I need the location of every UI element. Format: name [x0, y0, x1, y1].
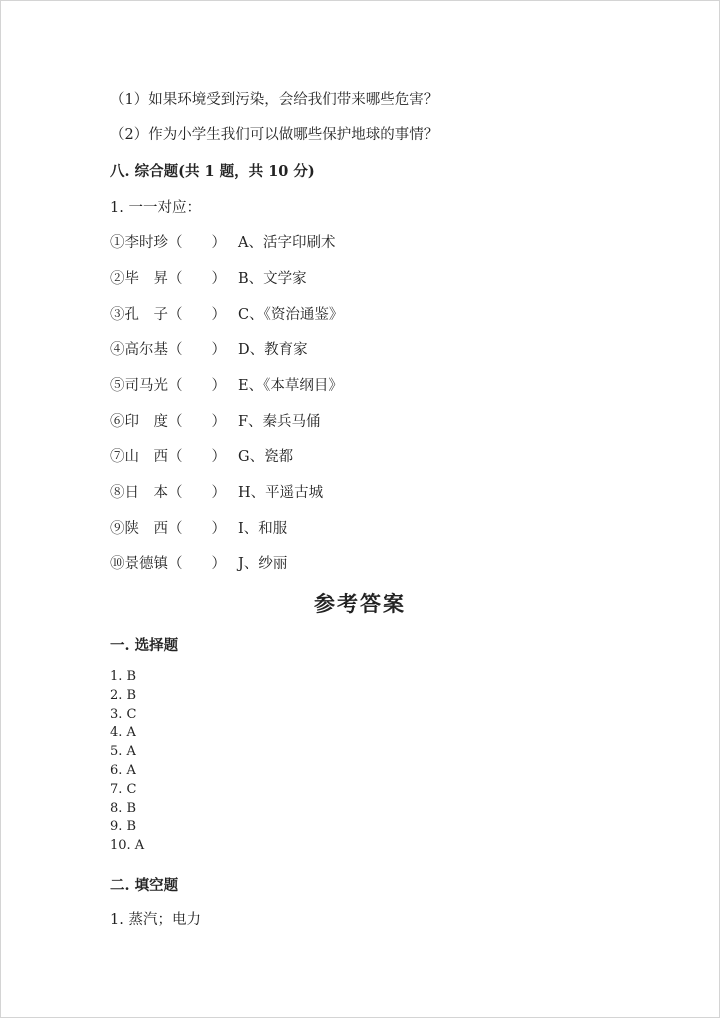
choice-answer: 10. A	[110, 838, 145, 854]
matching-right: D、教育家	[238, 342, 308, 358]
matching-row	[110, 517, 287, 538]
choice-answer: 5. A	[110, 744, 136, 760]
choice-answer: 3. C	[110, 706, 137, 722]
matching-row	[110, 303, 343, 324]
answer-key-title: 参考答案	[314, 591, 406, 616]
choice-answer: 1. B	[110, 669, 137, 684]
matching-left: ②毕 昇（ ）	[110, 271, 226, 287]
matching-left: ①李时珍（ ）	[110, 235, 226, 251]
matching-row	[110, 374, 343, 395]
matching-left: ③孔 子（ ）	[110, 307, 226, 323]
matching-row	[110, 481, 323, 502]
matching-right: B、文学家	[238, 271, 307, 287]
answer-section-1-heading: 一. 选择题	[110, 637, 179, 654]
matching-prompt: 1. 一一对应：	[110, 200, 201, 216]
matching-left: ⑤司马光（ ）	[110, 378, 226, 394]
matching-left: ⑧日 本（ ）	[110, 485, 226, 501]
section-8-heading: 八. 综合题(共 1 题，共 10 分)	[110, 163, 315, 180]
matching-left: ⑨陕 西（ ）	[110, 521, 226, 537]
fill-answer-1: 1. 蒸汽；电力	[110, 912, 201, 928]
matching-row	[110, 445, 293, 466]
matching-row	[110, 552, 287, 573]
matching-right: C、《资治通鉴》	[238, 307, 344, 323]
matching-right: H、平遥古城	[238, 485, 324, 501]
question-1: （1）如果环境受到污染，会给我们带来哪些危害？	[110, 92, 439, 108]
matching-right: G、瓷都	[238, 449, 294, 465]
choice-answer: 4. A	[110, 725, 136, 741]
question-2: （2）作为小学生我们可以做哪些保护地球的事情？	[110, 127, 439, 143]
choice-answer-list	[110, 668, 144, 856]
matching-row	[110, 338, 308, 359]
matching-right: F、秦兵马俑	[238, 414, 321, 430]
matching-left: ⑦山 西（ ）	[110, 449, 226, 465]
matching-left: ④高尔基（ ）	[110, 342, 226, 358]
matching-right: J、纱丽	[238, 556, 288, 572]
choice-answer: 9. B	[110, 819, 137, 835]
matching-left: ⑥印 度（ ）	[110, 414, 226, 430]
matching-right: A、活字印刷术	[238, 235, 336, 251]
matching-right: I、和服	[238, 521, 288, 537]
matching-left: ⑩景德镇（ ）	[110, 556, 226, 572]
choice-answer: 2. B	[110, 687, 137, 703]
choice-answer: 7. C	[110, 781, 137, 797]
choice-answer: 8. B	[110, 800, 137, 816]
matching-row	[110, 231, 335, 252]
matching-right: E、《本草纲目》	[238, 378, 343, 394]
answer-section-2-heading: 二. 填空题	[110, 877, 179, 894]
choice-answer: 6. A	[110, 762, 136, 778]
matching-row	[110, 267, 307, 288]
matching-row	[110, 410, 321, 431]
